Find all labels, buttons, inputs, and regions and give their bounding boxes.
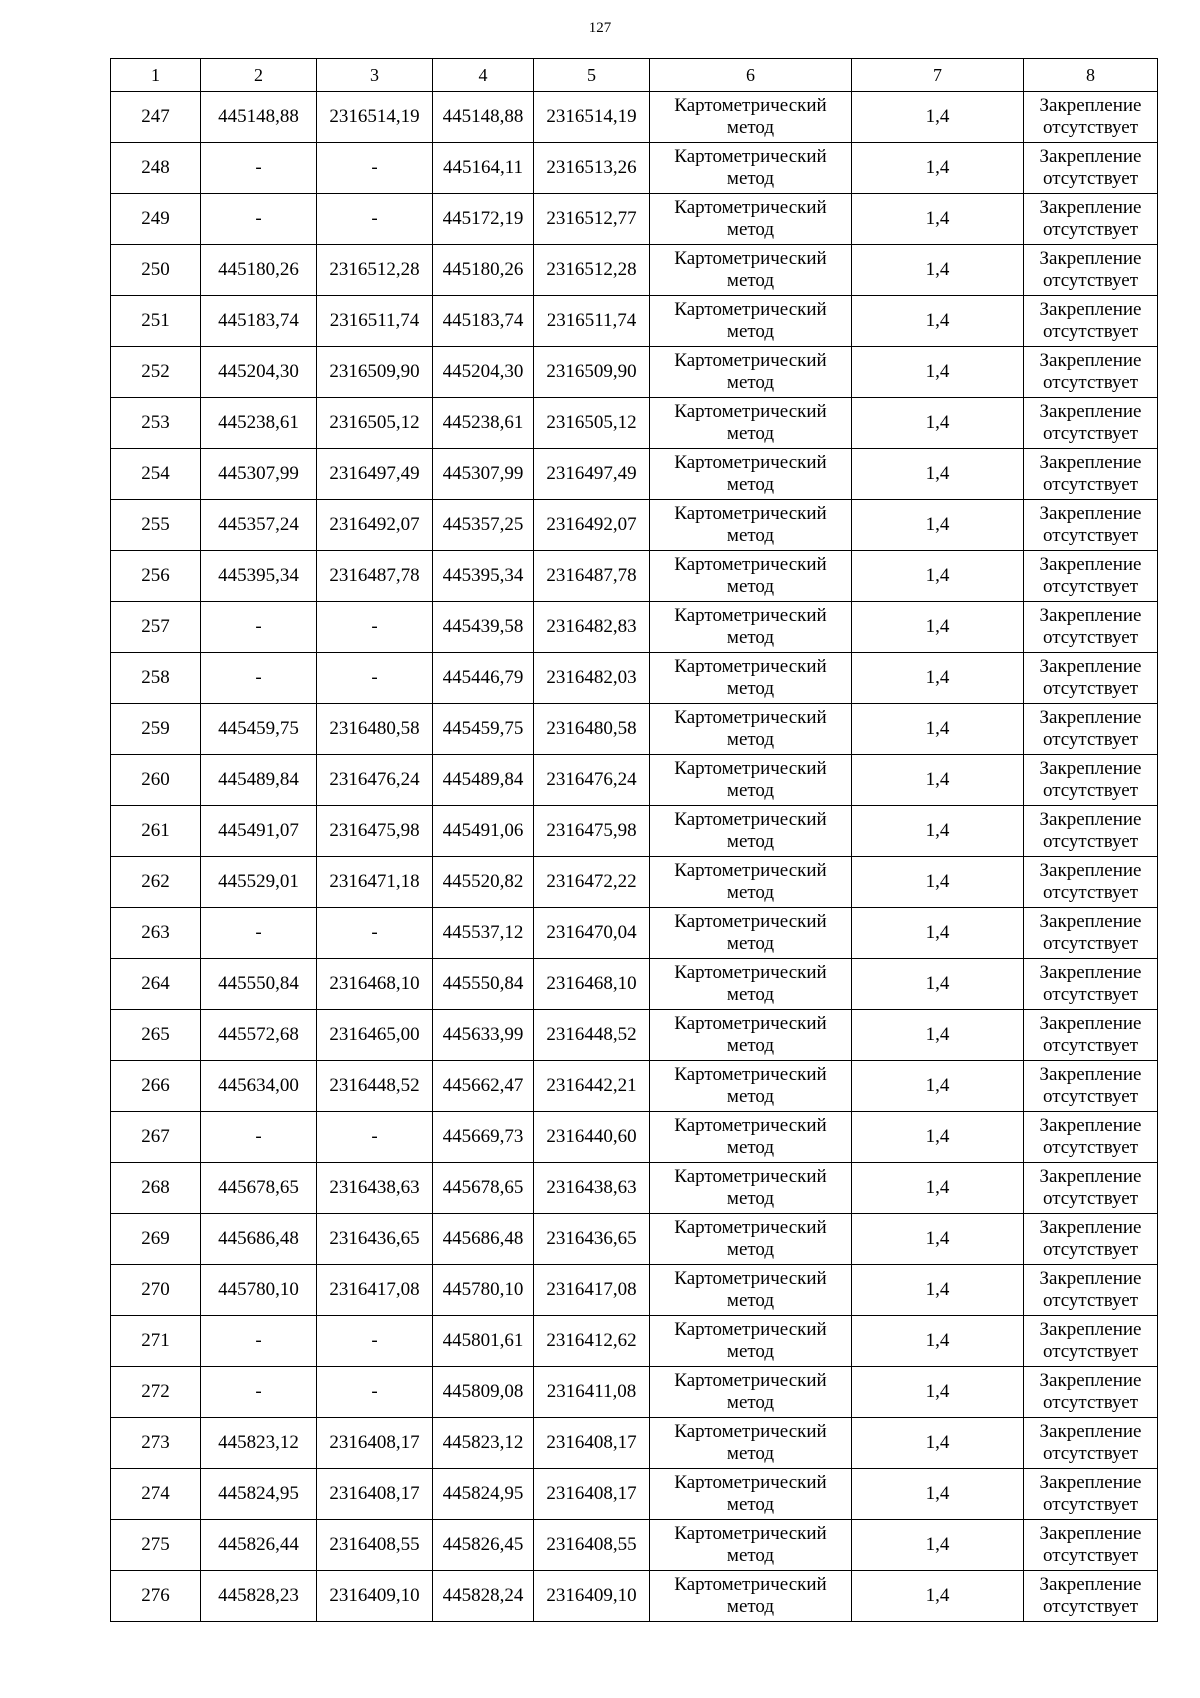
new-y-cell: 2316470,04 [534, 908, 650, 959]
old-x-cell: - [201, 653, 317, 704]
old-y-cell: 2316409,10 [317, 1571, 433, 1622]
table-row [111, 1367, 1158, 1418]
old-x-cell: - [201, 1367, 317, 1418]
accuracy-cell: 1,4 [852, 1469, 1024, 1520]
table-row [111, 1571, 1158, 1622]
accuracy-cell: 1,4 [852, 449, 1024, 500]
method-cell: Картометрический метод [650, 1061, 852, 1112]
table-row [111, 755, 1158, 806]
old-y-cell: 2316476,24 [317, 755, 433, 806]
table-row [111, 551, 1158, 602]
old-x-cell: 445824,95 [201, 1469, 317, 1520]
new-y-cell: 2316511,74 [534, 296, 650, 347]
table-row [111, 602, 1158, 653]
fixing-cell: Закрепление отсутствует [1024, 551, 1158, 602]
table-row [111, 1061, 1158, 1112]
old-x-cell: 445395,34 [201, 551, 317, 602]
new-y-cell: 2316492,07 [534, 500, 650, 551]
accuracy-cell: 1,4 [852, 1214, 1024, 1265]
old-y-cell: 2316492,07 [317, 500, 433, 551]
accuracy-cell: 1,4 [852, 806, 1024, 857]
old-x-cell: 445823,12 [201, 1418, 317, 1469]
new-y-cell: 2316468,10 [534, 959, 650, 1010]
column-header: 2 [201, 59, 317, 92]
new-y-cell: 2316514,19 [534, 92, 650, 143]
old-x-cell: - [201, 602, 317, 653]
fixing-cell: Закрепление отсутствует [1024, 806, 1158, 857]
old-x-cell: 445572,68 [201, 1010, 317, 1061]
column-header: 5 [534, 59, 650, 92]
new-y-cell: 2316411,08 [534, 1367, 650, 1418]
old-x-cell: 445826,44 [201, 1520, 317, 1571]
old-y-cell: - [317, 908, 433, 959]
old-y-cell: 2316475,98 [317, 806, 433, 857]
new-x-cell: 445520,82 [433, 857, 534, 908]
fixing-cell: Закрепление отсутствует [1024, 1571, 1158, 1622]
new-y-cell: 2316475,98 [534, 806, 650, 857]
point-number-cell: 271 [111, 1316, 201, 1367]
old-y-cell: 2316497,49 [317, 449, 433, 500]
new-x-cell: 445537,12 [433, 908, 534, 959]
fixing-cell: Закрепление отсутствует [1024, 1265, 1158, 1316]
point-number-cell: 267 [111, 1112, 201, 1163]
method-cell: Картометрический метод [650, 1214, 852, 1265]
method-cell: Картометрический метод [650, 1367, 852, 1418]
new-x-cell: 445662,47 [433, 1061, 534, 1112]
old-y-cell: 2316514,19 [317, 92, 433, 143]
new-x-cell: 445828,24 [433, 1571, 534, 1622]
table-row [111, 1316, 1158, 1367]
new-x-cell: 445780,10 [433, 1265, 534, 1316]
fixing-cell: Закрепление отсутствует [1024, 194, 1158, 245]
fixing-cell: Закрепление отсутствует [1024, 1520, 1158, 1571]
method-cell: Картометрический метод [650, 1469, 852, 1520]
point-number-cell: 276 [111, 1571, 201, 1622]
method-cell: Картометрический метод [650, 1316, 852, 1367]
fixing-cell: Закрепление отсутствует [1024, 1367, 1158, 1418]
old-x-cell: - [201, 908, 317, 959]
accuracy-cell: 1,4 [852, 143, 1024, 194]
method-cell: Картометрический метод [650, 143, 852, 194]
old-x-cell: 445491,07 [201, 806, 317, 857]
accuracy-cell: 1,4 [852, 551, 1024, 602]
fixing-cell: Закрепление отсутствует [1024, 500, 1158, 551]
old-y-cell: 2316511,74 [317, 296, 433, 347]
column-header: 1 [111, 59, 201, 92]
new-x-cell: 445489,84 [433, 755, 534, 806]
table-row [111, 704, 1158, 755]
table-row [111, 653, 1158, 704]
new-y-cell: 2316408,17 [534, 1469, 650, 1520]
column-header: 3 [317, 59, 433, 92]
method-cell: Картометрический метод [650, 806, 852, 857]
point-number-cell: 269 [111, 1214, 201, 1265]
point-number-cell: 255 [111, 500, 201, 551]
method-cell: Картометрический метод [650, 857, 852, 908]
new-x-cell: 445491,06 [433, 806, 534, 857]
new-y-cell: 2316505,12 [534, 398, 650, 449]
accuracy-cell: 1,4 [852, 398, 1024, 449]
accuracy-cell: 1,4 [852, 500, 1024, 551]
old-x-cell: 445204,30 [201, 347, 317, 398]
new-y-cell: 2316513,26 [534, 143, 650, 194]
column-header: 6 [650, 59, 852, 92]
new-y-cell: 2316438,63 [534, 1163, 650, 1214]
point-number-cell: 275 [111, 1520, 201, 1571]
point-number-cell: 259 [111, 704, 201, 755]
table-row [111, 194, 1158, 245]
table-row [111, 1265, 1158, 1316]
point-number-cell: 270 [111, 1265, 201, 1316]
old-y-cell: - [317, 1112, 433, 1163]
method-cell: Картометрический метод [650, 1520, 852, 1571]
accuracy-cell: 1,4 [852, 194, 1024, 245]
accuracy-cell: 1,4 [852, 1265, 1024, 1316]
header-row [111, 59, 1158, 92]
old-y-cell: 2316408,17 [317, 1418, 433, 1469]
accuracy-cell: 1,4 [852, 908, 1024, 959]
old-x-cell: 445529,01 [201, 857, 317, 908]
fixing-cell: Закрепление отсутствует [1024, 398, 1158, 449]
new-x-cell: 445824,95 [433, 1469, 534, 1520]
table-row [111, 347, 1158, 398]
old-x-cell: - [201, 1112, 317, 1163]
method-cell: Картометрический метод [650, 755, 852, 806]
new-y-cell: 2316440,60 [534, 1112, 650, 1163]
fixing-cell: Закрепление отсутствует [1024, 602, 1158, 653]
method-cell: Картометрический метод [650, 296, 852, 347]
fixing-cell: Закрепление отсутствует [1024, 1010, 1158, 1061]
old-y-cell: 2316465,00 [317, 1010, 433, 1061]
new-y-cell: 2316476,24 [534, 755, 650, 806]
point-number-cell: 247 [111, 92, 201, 143]
column-header: 8 [1024, 59, 1158, 92]
table-row [111, 806, 1158, 857]
fixing-cell: Закрепление отсутствует [1024, 908, 1158, 959]
method-cell: Картометрический метод [650, 704, 852, 755]
fixing-cell: Закрепление отсутствует [1024, 755, 1158, 806]
old-y-cell: 2316471,18 [317, 857, 433, 908]
point-number-cell: 266 [111, 1061, 201, 1112]
old-y-cell: 2316487,78 [317, 551, 433, 602]
fixing-cell: Закрепление отсутствует [1024, 653, 1158, 704]
table-row [111, 1520, 1158, 1571]
accuracy-cell: 1,4 [852, 857, 1024, 908]
new-y-cell: 2316442,21 [534, 1061, 650, 1112]
point-number-cell: 260 [111, 755, 201, 806]
fixing-cell: Закрепление отсутствует [1024, 1469, 1158, 1520]
new-x-cell: 445183,74 [433, 296, 534, 347]
new-x-cell: 445357,25 [433, 500, 534, 551]
point-number-cell: 264 [111, 959, 201, 1010]
method-cell: Картометрический метод [650, 194, 852, 245]
old-x-cell: 445307,99 [201, 449, 317, 500]
new-y-cell: 2316412,62 [534, 1316, 650, 1367]
old-x-cell: 445678,65 [201, 1163, 317, 1214]
point-number-cell: 263 [111, 908, 201, 959]
accuracy-cell: 1,4 [852, 245, 1024, 296]
accuracy-cell: 1,4 [852, 296, 1024, 347]
old-x-cell: - [201, 143, 317, 194]
accuracy-cell: 1,4 [852, 1418, 1024, 1469]
old-y-cell: 2316436,65 [317, 1214, 433, 1265]
accuracy-cell: 1,4 [852, 1163, 1024, 1214]
point-number-cell: 256 [111, 551, 201, 602]
accuracy-cell: 1,4 [852, 92, 1024, 143]
table-row [111, 398, 1158, 449]
accuracy-cell: 1,4 [852, 1520, 1024, 1571]
table-row [111, 296, 1158, 347]
accuracy-cell: 1,4 [852, 1316, 1024, 1367]
new-y-cell: 2316409,10 [534, 1571, 650, 1622]
accuracy-cell: 1,4 [852, 1571, 1024, 1622]
new-x-cell: 445550,84 [433, 959, 534, 1010]
new-y-cell: 2316512,77 [534, 194, 650, 245]
point-number-cell: 249 [111, 194, 201, 245]
method-cell: Картометрический метод [650, 1010, 852, 1061]
table-row [111, 1112, 1158, 1163]
fixing-cell: Закрепление отсутствует [1024, 347, 1158, 398]
new-y-cell: 2316436,65 [534, 1214, 650, 1265]
old-x-cell: 445550,84 [201, 959, 317, 1010]
method-cell: Картометрический метод [650, 92, 852, 143]
table-row [111, 1010, 1158, 1061]
fixing-cell: Закрепление отсутствует [1024, 959, 1158, 1010]
old-y-cell: 2316448,52 [317, 1061, 433, 1112]
old-x-cell: - [201, 1316, 317, 1367]
point-number-cell: 258 [111, 653, 201, 704]
accuracy-cell: 1,4 [852, 602, 1024, 653]
old-y-cell: - [317, 1316, 433, 1367]
old-y-cell: - [317, 194, 433, 245]
point-number-cell: 268 [111, 1163, 201, 1214]
column-header: 7 [852, 59, 1024, 92]
old-x-cell: 445357,24 [201, 500, 317, 551]
new-x-cell: 445180,26 [433, 245, 534, 296]
method-cell: Картометрический метод [650, 1163, 852, 1214]
old-x-cell: 445828,23 [201, 1571, 317, 1622]
accuracy-cell: 1,4 [852, 755, 1024, 806]
point-number-cell: 251 [111, 296, 201, 347]
fixing-cell: Закрепление отсутствует [1024, 704, 1158, 755]
old-y-cell: 2316417,08 [317, 1265, 433, 1316]
table-row [111, 1418, 1158, 1469]
point-number-cell: 253 [111, 398, 201, 449]
old-x-cell: 445634,00 [201, 1061, 317, 1112]
new-y-cell: 2316480,58 [534, 704, 650, 755]
old-x-cell: 445686,48 [201, 1214, 317, 1265]
point-number-cell: 272 [111, 1367, 201, 1418]
method-cell: Картометрический метод [650, 500, 852, 551]
method-cell: Картометрический метод [650, 1418, 852, 1469]
fixing-cell: Закрепление отсутствует [1024, 92, 1158, 143]
fixing-cell: Закрепление отсутствует [1024, 296, 1158, 347]
point-number-cell: 262 [111, 857, 201, 908]
method-cell: Картометрический метод [650, 1112, 852, 1163]
new-y-cell: 2316512,28 [534, 245, 650, 296]
old-x-cell: 445148,88 [201, 92, 317, 143]
fixing-cell: Закрепление отсутствует [1024, 1163, 1158, 1214]
new-x-cell: 445823,12 [433, 1418, 534, 1469]
old-y-cell: - [317, 602, 433, 653]
fixing-cell: Закрепление отсутствует [1024, 1214, 1158, 1265]
fixing-cell: Закрепление отсутствует [1024, 1418, 1158, 1469]
new-x-cell: 445686,48 [433, 1214, 534, 1265]
accuracy-cell: 1,4 [852, 1112, 1024, 1163]
accuracy-cell: 1,4 [852, 704, 1024, 755]
new-x-cell: 445172,19 [433, 194, 534, 245]
new-y-cell: 2316509,90 [534, 347, 650, 398]
table-row [111, 1469, 1158, 1520]
new-x-cell: 445238,61 [433, 398, 534, 449]
new-y-cell: 2316408,55 [534, 1520, 650, 1571]
fixing-cell: Закрепление отсутствует [1024, 1061, 1158, 1112]
table-row [111, 500, 1158, 551]
table-row [111, 143, 1158, 194]
method-cell: Картометрический метод [650, 653, 852, 704]
new-y-cell: 2316408,17 [534, 1418, 650, 1469]
new-x-cell: 445678,65 [433, 1163, 534, 1214]
old-y-cell: 2316505,12 [317, 398, 433, 449]
accuracy-cell: 1,4 [852, 959, 1024, 1010]
table-row [111, 245, 1158, 296]
old-y-cell: 2316512,28 [317, 245, 433, 296]
point-number-cell: 265 [111, 1010, 201, 1061]
accuracy-cell: 1,4 [852, 653, 1024, 704]
new-y-cell: 2316487,78 [534, 551, 650, 602]
coordinates-table [110, 58, 1158, 1622]
new-x-cell: 445439,58 [433, 602, 534, 653]
new-x-cell: 445459,75 [433, 704, 534, 755]
old-x-cell: - [201, 194, 317, 245]
point-number-cell: 274 [111, 1469, 201, 1520]
method-cell: Картометрический метод [650, 908, 852, 959]
old-y-cell: 2316408,55 [317, 1520, 433, 1571]
method-cell: Картометрический метод [650, 398, 852, 449]
old-y-cell: 2316468,10 [317, 959, 433, 1010]
accuracy-cell: 1,4 [852, 1010, 1024, 1061]
new-y-cell: 2316448,52 [534, 1010, 650, 1061]
old-y-cell: 2316480,58 [317, 704, 433, 755]
new-x-cell: 445148,88 [433, 92, 534, 143]
point-number-cell: 250 [111, 245, 201, 296]
fixing-cell: Закрепление отсутствует [1024, 245, 1158, 296]
new-y-cell: 2316482,83 [534, 602, 650, 653]
old-x-cell: 445780,10 [201, 1265, 317, 1316]
point-number-cell: 254 [111, 449, 201, 500]
new-y-cell: 2316497,49 [534, 449, 650, 500]
old-x-cell: 445183,74 [201, 296, 317, 347]
accuracy-cell: 1,4 [852, 1367, 1024, 1418]
new-x-cell: 445669,73 [433, 1112, 534, 1163]
table-row [111, 857, 1158, 908]
old-x-cell: 445459,75 [201, 704, 317, 755]
table-body [111, 92, 1158, 1622]
old-x-cell: 445489,84 [201, 755, 317, 806]
method-cell: Картометрический метод [650, 602, 852, 653]
table-row [111, 959, 1158, 1010]
old-y-cell: 2316438,63 [317, 1163, 433, 1214]
accuracy-cell: 1,4 [852, 347, 1024, 398]
table-row [111, 1163, 1158, 1214]
new-x-cell: 445307,99 [433, 449, 534, 500]
new-x-cell: 445446,79 [433, 653, 534, 704]
old-y-cell: - [317, 143, 433, 194]
method-cell: Картометрический метод [650, 347, 852, 398]
point-number-cell: 273 [111, 1418, 201, 1469]
new-x-cell: 445826,45 [433, 1520, 534, 1571]
new-x-cell: 445204,30 [433, 347, 534, 398]
new-y-cell: 2316472,22 [534, 857, 650, 908]
old-y-cell: - [317, 1367, 433, 1418]
old-y-cell: 2316408,17 [317, 1469, 433, 1520]
new-y-cell: 2316482,03 [534, 653, 650, 704]
old-y-cell: - [317, 653, 433, 704]
method-cell: Картометрический метод [650, 959, 852, 1010]
point-number-cell: 257 [111, 602, 201, 653]
new-x-cell: 445633,99 [433, 1010, 534, 1061]
table-row [111, 1214, 1158, 1265]
fixing-cell: Закрепление отсутствует [1024, 143, 1158, 194]
old-x-cell: 445180,26 [201, 245, 317, 296]
accuracy-cell: 1,4 [852, 1061, 1024, 1112]
table-row [111, 449, 1158, 500]
old-y-cell: 2316509,90 [317, 347, 433, 398]
table-row [111, 908, 1158, 959]
fixing-cell: Закрепление отсутствует [1024, 1316, 1158, 1367]
table-row [111, 92, 1158, 143]
new-x-cell: 445164,11 [433, 143, 534, 194]
method-cell: Картометрический метод [650, 245, 852, 296]
old-x-cell: 445238,61 [201, 398, 317, 449]
new-x-cell: 445809,08 [433, 1367, 534, 1418]
new-x-cell: 445801,61 [433, 1316, 534, 1367]
fixing-cell: Закрепление отсутствует [1024, 857, 1158, 908]
method-cell: Картометрический метод [650, 1571, 852, 1622]
point-number-cell: 261 [111, 806, 201, 857]
method-cell: Картометрический метод [650, 1265, 852, 1316]
point-number-cell: 252 [111, 347, 201, 398]
column-header: 4 [433, 59, 534, 92]
point-number-cell: 248 [111, 143, 201, 194]
page-number: 127 [588, 20, 612, 36]
new-y-cell: 2316417,08 [534, 1265, 650, 1316]
method-cell: Картометрический метод [650, 449, 852, 500]
new-x-cell: 445395,34 [433, 551, 534, 602]
fixing-cell: Закрепление отсутствует [1024, 449, 1158, 500]
method-cell: Картометрический метод [650, 551, 852, 602]
fixing-cell: Закрепление отсутствует [1024, 1112, 1158, 1163]
